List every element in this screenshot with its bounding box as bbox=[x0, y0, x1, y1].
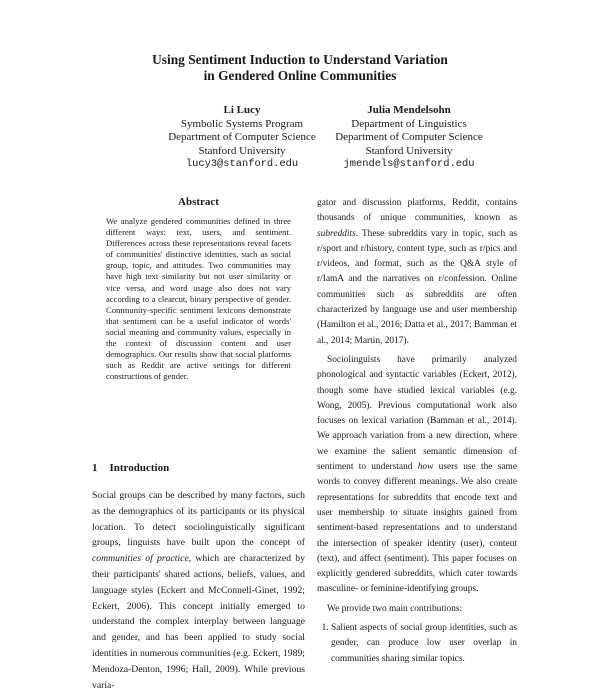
section-title: Introduction bbox=[109, 462, 170, 474]
section-heading bbox=[92, 462, 169, 474]
body-emphasis: how bbox=[417, 462, 434, 473]
body-paragraph bbox=[317, 196, 517, 349]
author-name: Li Lucy bbox=[223, 104, 261, 116]
intro-paragraph bbox=[92, 488, 305, 693]
author-name: Julia Mendelsohn bbox=[367, 104, 451, 116]
intro-emphasis: communities of practice bbox=[92, 553, 189, 565]
author-affiliation: Department of Computer Science bbox=[168, 131, 316, 143]
body-paragraph: We provide two main contributions: bbox=[327, 603, 463, 614]
author-affiliation: Stanford University bbox=[365, 144, 453, 157]
author-affiliation: Stanford University bbox=[198, 144, 286, 157]
body-text: . These subreddits vary in topic, such as r/sport and r/history, content type, such as r/pics and r/videos, and format, such as the Q&A style of r/IamA and the narratives on r/confession. Online communities such as subreddits are often characterized by language use and user membership (Hamilton et al., 2016; Datta et al., 2017; Bamman et al., 2014; Martin, 2017). bbox=[317, 228, 517, 346]
body-emphasis: subreddits bbox=[317, 228, 356, 239]
intro-text: Social groups can be described by many factors, such as the demographics of its participants or its physical location. To detect sociolinguistically significant groups, linguists have built upon the concept of bbox=[92, 490, 305, 549]
author-affiliation: Symbolic Systems Program bbox=[180, 117, 304, 130]
author-email: lucy3@stanford.edu bbox=[185, 158, 299, 170]
intro-column bbox=[92, 488, 305, 693]
title-line-1: Using Sentiment Induction to Understand Variation bbox=[152, 52, 448, 67]
contribution-item: 1. Salient aspects of social group identities, such as gender, can produce low user overlap in communities sharing similar topics. bbox=[331, 621, 517, 667]
title-line-2: in Gendered Online Communities bbox=[203, 68, 397, 83]
author-block-2 bbox=[294, 104, 524, 172]
abstract-heading: Abstract bbox=[178, 196, 219, 208]
body-text: users use the same words to convey different meanings. We also create representations for subreddits that encode text and user membership to situate insights gained from sentiment-based representations and to understand the intersection of speaker identity (user), content (text), and affect (sentiment). This paper focuses on explicitly gendered subreddits, which cater towards masculine- or feminine-identifying groups. bbox=[317, 462, 517, 595]
author-email: jmendels@stanford.edu bbox=[343, 158, 475, 170]
intro-text: , which are characterized by their participants' shared actions, beliefs, values, and language styles (Eckert and McConnell-Ginet, 1992; Eckert, 2006). This concept initially emerged to understand the complex interplay between language and gender, and has been applied to study social identities in numerous communities (e.g. Eckert, 1989; Mendoza-Denton, 1996; Hall, 2009). While previous varia- bbox=[92, 553, 305, 691]
body-text: gator and discussion platforms, Reddit, contains thousands of unique communities, known as bbox=[317, 198, 517, 224]
section-number: 1 bbox=[92, 462, 98, 474]
author-affiliation: Department of Linguistics bbox=[351, 117, 467, 130]
body-text: Sociolinguists have primarily analyzed phonological and syntactic variables (Eckert, 2012), though some have studied lexical variables (e.g. Wong, 2005). Previous computational work also focuses on lexical variation (Bamman et al., 2014). We approach variation from a new direction, where we examine the salient semantic dimension of sentiment to understand bbox=[317, 354, 517, 473]
author-affiliation: Department of Computer Science bbox=[335, 131, 483, 143]
paper-title bbox=[0, 52, 600, 84]
right-column bbox=[317, 196, 517, 667]
abstract-body: We analyze gendered communities defined in three different ways: text, users, and sentiment. Differences across these representations reveal facets of communities' distinctive identities, such as social group, topic, and attitudes. Two communities may have high text similarity but not user similarity or vice versa, and word usage also does not vary according to a clearcut, binary perspective of gender. Community-specific sentiment lexicons demonstrate that sentiment can be a useful indicator of words' social meaning and community values, especially in the context of discussion content and user demographics. Our results show that social platforms such as Reddit are active settings for different constructions of gender. bbox=[106, 216, 291, 382]
body-paragraph bbox=[317, 353, 517, 598]
contribution-list bbox=[317, 621, 517, 667]
